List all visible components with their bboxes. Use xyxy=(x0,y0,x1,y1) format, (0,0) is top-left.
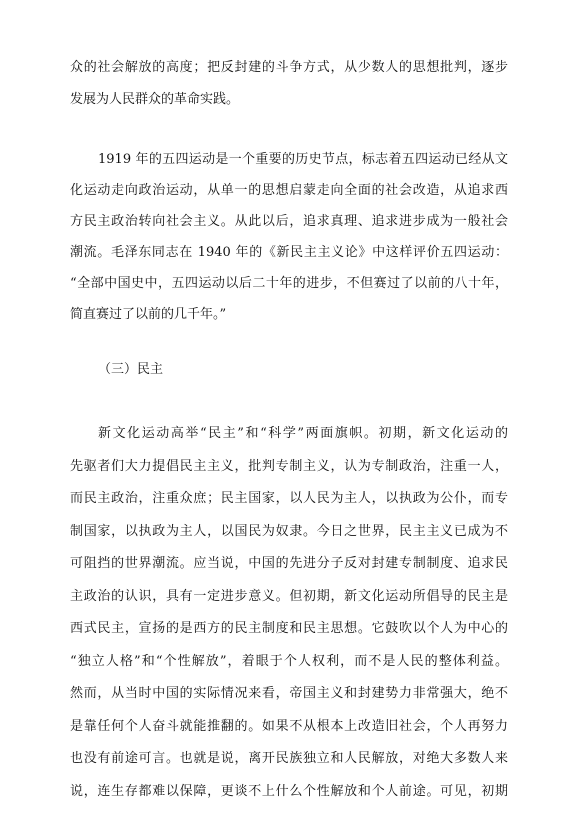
text-line: 是靠任何个人奋斗就能推翻的。如果不从根本上改造旧社会，个人再努力 xyxy=(70,718,508,734)
text-line: 说，连生存都难以保障，更谈不上什么个性解放和个人前途。可见，初期 xyxy=(70,783,508,799)
text-line: 化运动走向政治运动，从单一的思想启蒙走向全面的社会改造，从追求西 xyxy=(70,183,508,198)
text-line: 也没有前途可言。也就是说，离开民族独立和人民解放，对绝大多数人来 xyxy=(70,751,508,766)
text-line: 西式民主，宣扬的是西方的民主制度和民主思想。它鼓吹以个人为中心的 xyxy=(70,621,508,636)
text-line: 可阻挡的世界潮流。应当说，中国的先进分子反对封建专制制度、追求民 xyxy=(70,556,508,571)
text-line: 发展为人民群众的革命实践。 xyxy=(70,92,240,107)
text-line: 制国家，以执政为主人，以国民为奴隶。今日之世界，民主主义已成为不 xyxy=(70,523,508,539)
body-paragraph xyxy=(70,144,508,330)
text-line: 1919 年的五四运动是一个重要的历史节点，标志着五四运动已经从文 xyxy=(98,152,508,167)
text-line: “全部中国史中，五四运动以后二十年的进步，不但赛过了以前的八十年， xyxy=(70,276,508,291)
body-paragraph xyxy=(70,418,508,808)
text-line: 主政治的认识，具有一定进步意义。但初期，新文化运动所倡导的民主是 xyxy=(70,588,508,604)
text-line: 而民主政治，注重众庶；民主国家，以人民为主人，以执政为公仆，而专 xyxy=(70,491,508,506)
text-line: 然而，从当时中国的实际情况来看，帝国主义和封建势力非常强大，绝不 xyxy=(70,686,508,701)
text-line: 众的社会解放的高度；把反封建的斗争方式，从少数人的思想批判，逐步 xyxy=(70,60,508,75)
text-line: 简直赛过了以前的几千年。” xyxy=(70,307,227,322)
text-line: “独立人格”和“个性解放”，着眼于个人权利，而不是人民的整体利益。 xyxy=(70,653,508,669)
text-line: 新文化运动高举“民主”和“科学”两面旗帜。初期，新文化运动的 xyxy=(98,426,508,441)
text-line: 先驱者们大力提倡民主主义，批判专制主义，认为专制政治，注重一人， xyxy=(70,458,508,474)
text-line: 潮流。毛泽东同志在 1940 年的《新民主主义论》中这样评价五四运动： xyxy=(70,245,508,260)
body-paragraph xyxy=(70,52,508,116)
section-heading: （三）民主 xyxy=(98,362,164,377)
text-line: 方民主政治转向社会主义。从此以后，追求真理、追求进步成为一般社会 xyxy=(70,214,508,229)
